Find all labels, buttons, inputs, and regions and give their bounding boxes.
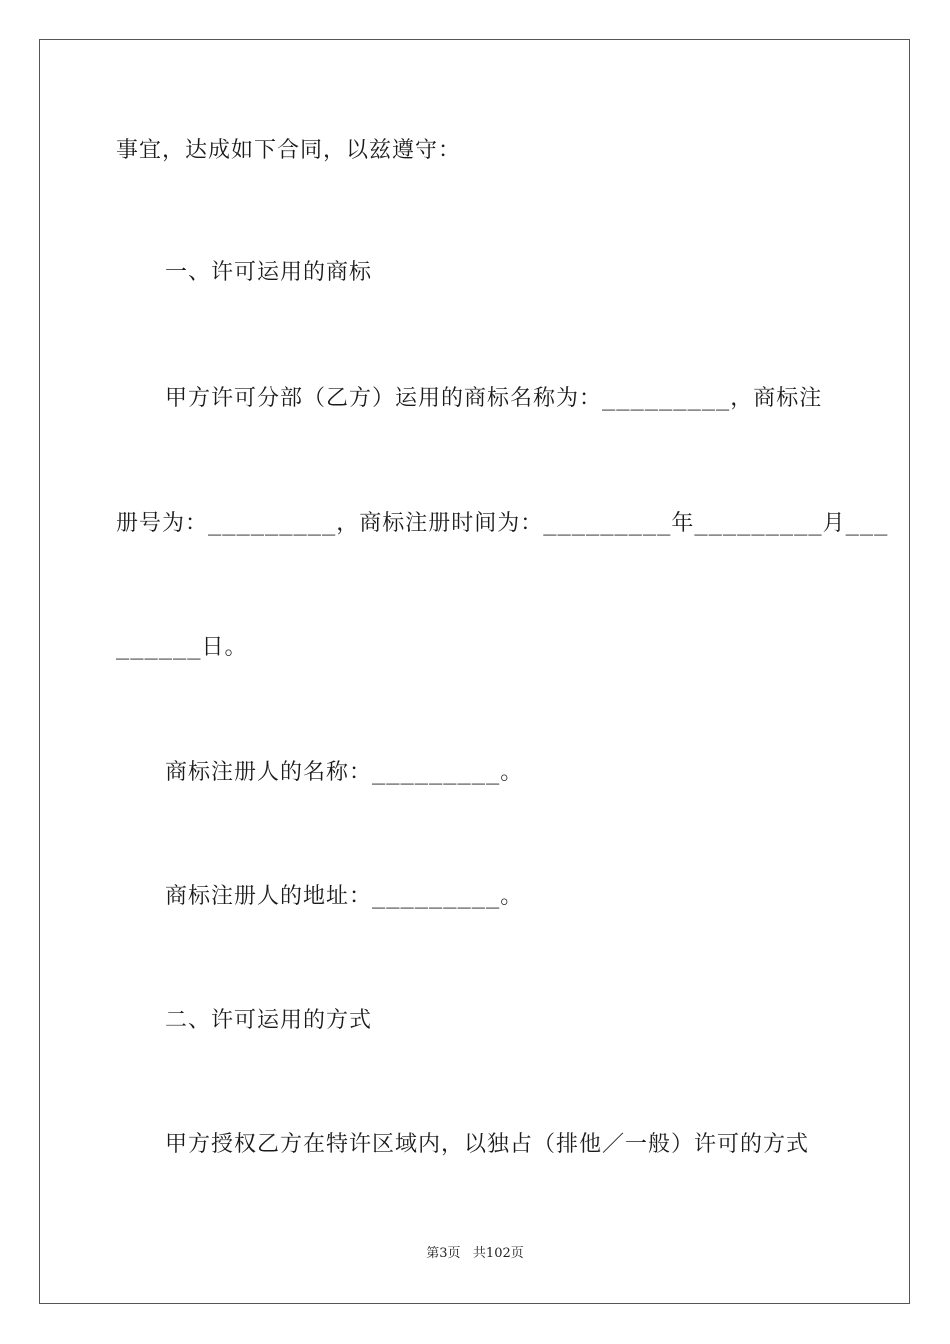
- total-pages: 共102页: [472, 1246, 524, 1261]
- section-heading-1: 一、许可运用的商标: [165, 260, 373, 285]
- section-heading-2: 二、许可运用的方式: [165, 1008, 373, 1033]
- body-line-1: 事宜，达成如下合同，以兹遵守：: [116, 138, 462, 163]
- page-number: 第3页: [426, 1246, 461, 1261]
- body-line-4: 册号为：_________，商标注册时间为：_________年_________月___: [116, 511, 889, 536]
- registrant-name-line: 商标注册人的名称：_________。: [165, 760, 524, 785]
- body-line-9: 甲方授权乙方在特许区域内，以独占（排他／一般）许可的方式: [165, 1132, 810, 1157]
- body-line-5: ______日。: [116, 635, 248, 660]
- page-footer: [0, 1245, 950, 1263]
- body-line-3: 甲方许可分部（乙方）运用的商标名称为：_________，商标注: [165, 386, 823, 411]
- registrant-address-line: 商标注册人的地址：_________。: [165, 884, 524, 909]
- page-frame: [39, 39, 910, 1304]
